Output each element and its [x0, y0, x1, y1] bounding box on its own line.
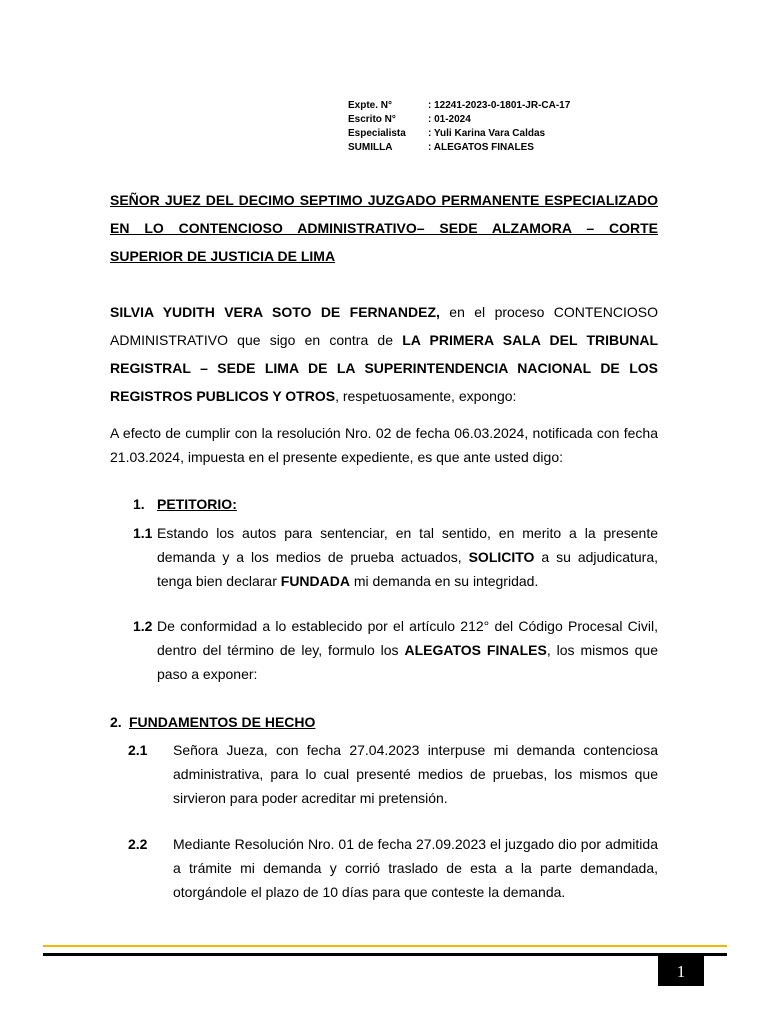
item-text	[157, 521, 658, 593]
intro-text: en el proceso CONTENCIOSO ADMINISTRATIVO que sigo en contra de	[110, 304, 659, 348]
section-title: FUNDAMENTOS DE HECHO	[129, 714, 316, 730]
item-text-bold: SOLICITO	[468, 549, 535, 565]
header-row-expediente	[348, 99, 570, 113]
item-text	[157, 614, 658, 686]
item-text-part: mi demanda en su integridad.	[349, 573, 539, 589]
item-1-1	[133, 521, 658, 593]
section-fundamentos-heading	[110, 714, 410, 734]
item-text-part: De conformidad a lo establecido por el artículo 212° del Código Procesal Civil, dentro del término de ley, formulo los	[157, 618, 658, 658]
defendant-name: LA PRIMERA SALA DEL TRIBUNAL REGISTRAL – SEDE LIMA DE LA SUPERINTENDENCIA NACIONAL DE LOS REGISTROS PUBLICOS Y OTROS	[110, 332, 658, 404]
page-number: 1	[658, 956, 704, 986]
section-title: PETITORIO:	[157, 496, 237, 512]
header-value: : ALEGATOS FINALES	[428, 142, 534, 153]
header-key: Expte. N°	[348, 100, 393, 111]
footer-black-rule	[43, 953, 727, 956]
item-1-2	[133, 614, 658, 686]
case-header	[348, 99, 570, 155]
header-row-escrito	[348, 113, 570, 127]
item-number: 1.1	[133, 525, 153, 541]
intro-closing: , respetuosamente, expongo:	[335, 388, 517, 404]
item-2-2	[128, 832, 658, 904]
footer-gold-rule	[43, 945, 727, 947]
item-text-bold: FUNDADA	[280, 573, 350, 589]
header-key: Escrito N°	[348, 114, 396, 125]
item-number: 2.1	[128, 742, 148, 758]
item-number: 2.2	[128, 836, 148, 852]
header-row-sumilla	[348, 141, 570, 155]
item-text-part: a su adjudicatura, tenga bien declarar	[157, 549, 659, 589]
header-key: Especialista	[348, 128, 406, 139]
section-petitorio-heading	[133, 496, 333, 516]
efecto-paragraph: A efecto de cumplir con la resolución Nro. 02 de fecha 06.03.2024, notificada con fecha 21.03.2024, impuesta en el presente expediente, es que ante usted digo:	[110, 425, 658, 465]
header-value: : Yuli Karina Vara Caldas	[428, 128, 546, 139]
section-number: 1.	[133, 496, 145, 512]
header-value: : 01-2024	[428, 114, 471, 125]
header-key: SUMILLA	[348, 142, 393, 153]
item-text: Mediante Resolución Nro. 01 de fecha 27.09.2023 el juzgado dio por admitida a trámite mi demanda y corrió traslado de esta a la parte demandada, otorgándole el plazo de 10 días para que conteste la demanda.	[173, 836, 658, 900]
section-number: 2.	[110, 714, 122, 730]
header-row-especialista	[348, 127, 570, 141]
item-number: 1.2	[133, 618, 153, 634]
petitioner-name: SILVIA YUDITH VERA SOTO DE FERNANDEZ,	[110, 304, 440, 320]
intro-paragraph	[110, 298, 658, 410]
addressee-heading: SEÑOR JUEZ DEL DECIMO SEPTIMO JUZGADO PERMANENTE ESPECIALIZADO EN LO CONTENCIOSO ADMINISTRATIVO– SEDE ALZAMORA – CORTE SUPERIOR DE JUSTICIA DE LIMA	[110, 192, 658, 264]
item-text-part: , los mismos que paso a exponer:	[157, 642, 658, 682]
item-text-bold: ALEGATOS FINALES	[404, 642, 547, 658]
item-text: Señora Jueza, con fecha 27.04.2023 interpuse mi demanda contenciosa administrativa, para lo cual presenté medios de pruebas, los mismos que sirvieron para poder acreditar mi pretensión.	[173, 742, 658, 806]
item-2-1	[128, 738, 658, 810]
header-value: : 12241-2023-0-1801-JR-CA-17	[428, 100, 571, 111]
item-text-part: Estando los autos para sentenciar, en tal sentido, en merito a la presente demanda y a los medios de prueba actuados,	[157, 525, 658, 565]
